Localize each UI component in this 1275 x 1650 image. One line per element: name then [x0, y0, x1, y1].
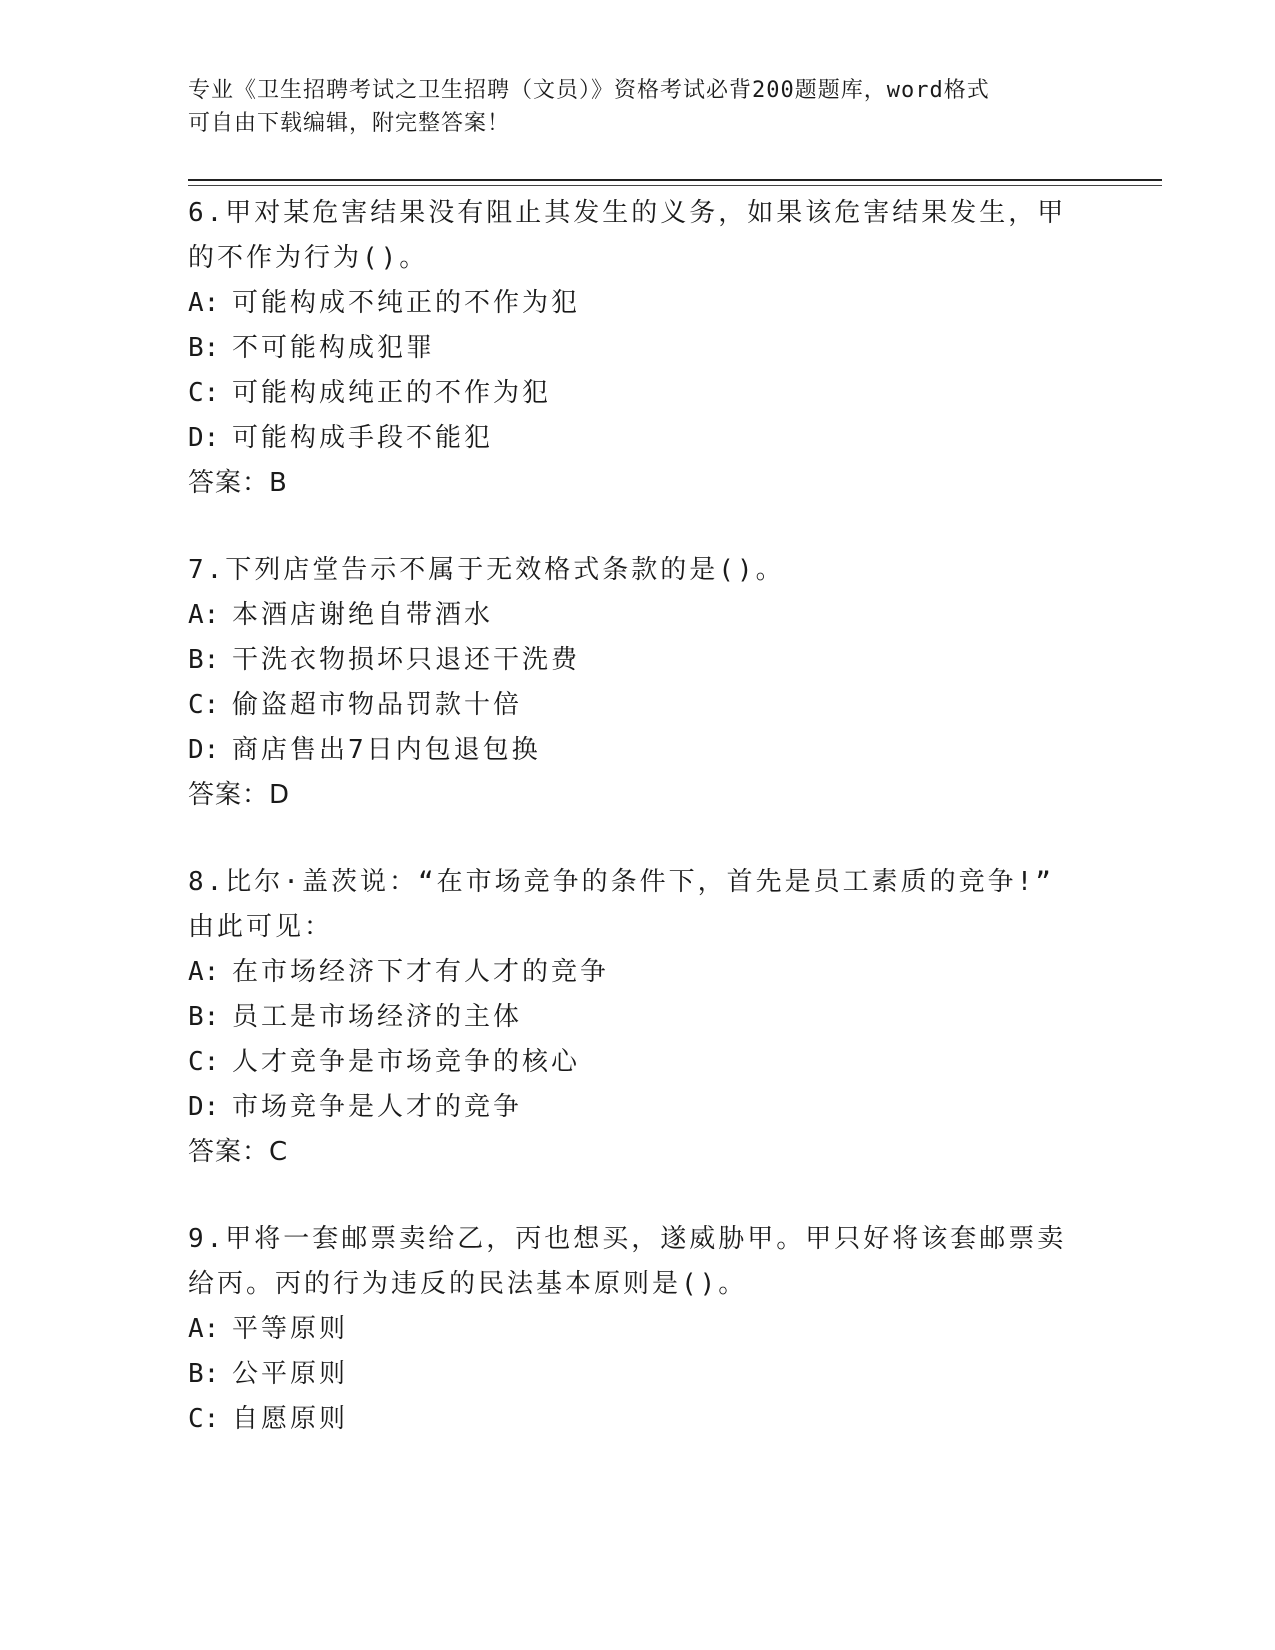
question-9 [188, 1217, 1088, 1442]
question-6 [188, 191, 1088, 506]
header-divider-thin [188, 185, 1162, 186]
question-stem-line-2: 给丙。丙的行为违反的民法基本原则是()。 [188, 1269, 748, 1299]
option-letter: A: [188, 957, 220, 987]
question-7 [188, 548, 1088, 818]
header-line-2: 可自由下载编辑，附完整答案！ [188, 111, 511, 136]
question-stem-line-2: 的不作为行为()。 [188, 243, 429, 273]
question-stem-line-1: 7.下列店堂告示不属于无效格式条款的是()。 [188, 555, 785, 585]
option-b [188, 326, 1088, 371]
header-line-1: 专业《卫生招聘考试之卫生招聘（文员）》资格考试必背200题题库，word格式 [188, 78, 990, 103]
answer-line: 答案：D [188, 780, 291, 810]
option-text: 市场竞争是人才的竞争 [232, 1092, 523, 1122]
answer-line: 答案：B [188, 468, 288, 498]
option-c [188, 371, 1088, 416]
option-a [188, 281, 1088, 326]
option-text: 偷盗超市物品罚款十倍 [232, 690, 523, 720]
option-a [188, 1307, 1088, 1352]
option-c [188, 1397, 1088, 1442]
option-letter: A: [188, 288, 220, 318]
option-letter: B: [188, 645, 220, 675]
question-8 [188, 860, 1088, 1175]
option-text: 员工是市场经济的主体 [232, 1002, 523, 1032]
option-letter: A: [188, 600, 220, 630]
option-c [188, 683, 1088, 728]
option-d [188, 728, 1088, 773]
document-header [188, 74, 1088, 140]
option-letter: C: [188, 1404, 220, 1434]
option-a [188, 593, 1088, 638]
option-b [188, 1352, 1088, 1397]
option-letter: B: [188, 333, 220, 363]
option-text: 本酒店谢绝自带酒水 [232, 600, 494, 630]
option-text: 干洗衣物损坏只退还干洗费 [232, 645, 581, 675]
question-stem-line-2: 由此可见： [188, 912, 334, 942]
option-d [188, 1085, 1088, 1130]
question-stem-line-1: 9.甲将一套邮票卖给乙，丙也想买，遂威胁甲。甲只好将该套邮票卖 [188, 1224, 1067, 1254]
option-text: 人才竞争是市场竞争的核心 [232, 1047, 581, 1077]
option-text: 可能构成纯正的不作为犯 [232, 378, 552, 408]
option-text: 可能构成手段不能犯 [232, 423, 494, 453]
option-text: 自愿原则 [232, 1404, 349, 1434]
question-stem-line-1: 8.比尔·盖茨说：“在市场竞争的条件下，首先是员工素质的竞争!” [188, 867, 1054, 897]
option-c [188, 1040, 1088, 1085]
option-letter: C: [188, 378, 220, 408]
option-d [188, 416, 1088, 461]
option-text: 平等原则 [232, 1314, 349, 1344]
option-text: 公平原则 [232, 1359, 349, 1389]
option-text: 商店售出7日内包退包换 [232, 735, 541, 765]
option-b [188, 638, 1088, 683]
question-list [188, 191, 1088, 1484]
option-b [188, 995, 1088, 1040]
option-letter: A: [188, 1314, 220, 1344]
option-text: 可能构成不纯正的不作为犯 [232, 288, 581, 318]
question-stem-line-1: 6.甲对某危害结果没有阻止其发生的义务，如果该危害结果发生，甲 [188, 198, 1067, 228]
option-letter: D: [188, 1092, 220, 1122]
option-text: 在市场经济下才有人才的竞争 [232, 957, 610, 987]
option-a [188, 950, 1088, 995]
option-text: 不可能构成犯罪 [232, 333, 436, 363]
header-divider-thick [188, 179, 1162, 181]
option-letter: B: [188, 1359, 220, 1389]
option-letter: B: [188, 1002, 220, 1032]
option-letter: D: [188, 423, 220, 453]
option-letter: C: [188, 690, 220, 720]
option-letter: D: [188, 735, 220, 765]
option-letter: C: [188, 1047, 220, 1077]
answer-line: 答案：C [188, 1137, 289, 1167]
